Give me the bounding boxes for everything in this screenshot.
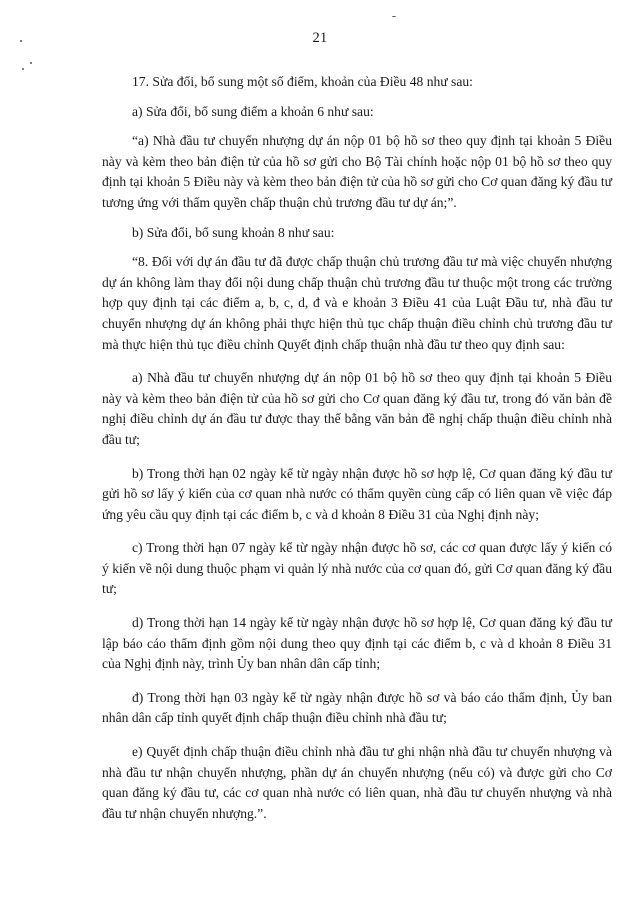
scan-speck <box>392 16 396 17</box>
page-number: 21 <box>312 30 328 46</box>
paragraph-clause-8-a: a) Nhà đầu tư chuyển nhượng dự án nộp 01 bộ hồ sơ theo quy định tại khoản 5 Điều này và kèm theo bản điện tử của hồ sơ gửi cho Cơ quan đăng ký đầu tư, trong đó văn bản đề nghị điều chỉnh dự án đầu tư được thay thế bằng văn bản đề nghị chấp thuận điều chỉnh nhà đầu tư; <box>102 370 612 447</box>
paragraph-clause-8: “8. Đối với dự án đầu tư đã được chấp thuận chủ trương đầu tư mà việc chuyển nhượng dự án không làm thay đổi nội dung chấp thuận chủ trương đầu tư thuộc một trong các trường hợp quy định tại các điểm a, b, c, d, đ và e khoản 3 Điều 41 của Luật Đầu tư, nhà đầu tư chuyển nhượng dự án không phải thực hiện thủ tục chấp thuận điều chỉnh chủ trương đầu tư mà thực hiện thủ tục điều chỉnh Quyết định chấp thuận nhà đầu tư theo quy định sau: <box>102 254 612 352</box>
paragraph-point-a: a) Sửa đổi, bổ sung điểm a khoản 6 như sau: <box>132 103 374 119</box>
paragraph-item-17: 17. Sửa đổi, bổ sung một số điểm, khoản của Điều 48 như sau: <box>132 74 473 89</box>
paragraph-clause-8-b: b) Trong thời hạn 02 ngày kể từ ngày nhận được hồ sơ hợp lệ, Cơ quan đăng ký đầu tư gửi hồ sơ lấy ý kiến của cơ quan nhà nước có thẩm quyền cùng cấp có liên quan về việc đáp ứng yêu cầu quy định tại các điểm b, c và d khoản 8 Điều 31 của Nghị định này; <box>102 465 612 522</box>
paragraph-clause-8-dd: đ) Trong thời hạn 03 ngày kể từ ngày nhận được hồ sơ và báo cáo thẩm định, Ủy ban nhân dân cấp tỉnh quyết định chấp thuận điều chỉnh nhà đầu tư; <box>102 689 612 726</box>
paragraph-clause-8-c: c) Trong thời hạn 07 ngày kể từ ngày nhận được hồ sơ, các cơ quan được lấy ý kiến có ý kiến về nội dung thuộc phạm vi quản lý nhà nước của cơ quan đó, gửi Cơ quan đăng ký đầu tư; <box>102 540 612 597</box>
paragraph-clause-8-d: d) Trong thời hạn 14 ngày kể từ ngày nhận được hồ sơ hợp lệ, Cơ quan đăng ký đầu tư lập báo cáo thẩm định gồm nội dung theo quy định tại các điểm b, c và d khoản 8 Điều 31 của Nghị định này, trình Ủy ban nhân dân cấp tỉnh; <box>102 615 612 672</box>
paragraph-point-b: b) Sửa đổi, bổ sung khoản 8 như sau: <box>132 224 335 240</box>
paragraph-quoted-point-a: “a) Nhà đầu tư chuyển nhượng dự án nộp 01 bộ hồ sơ theo quy định tại khoản 5 Điều này và kèm theo bản điện tử của hồ sơ gửi cho Bộ Tài chính hoặc nộp 01 bộ hồ sơ theo quy định tại khoản 5 Điều này và kèm theo bản điện tử của hồ sơ gửi cho Cơ quan đăng ký đầu tư tương ứng với thẩm quyền chấp thuận chủ trương đầu tư dự án;”. <box>102 133 612 210</box>
scan-speck <box>22 68 24 70</box>
document-body <box>102 72 612 824</box>
paragraph-clause-8-e: e) Quyết định chấp thuận điều chỉnh nhà đầu tư ghi nhận nhà đầu tư chuyển nhượng và nhà đầu tư nhận chuyển nhượng, phần dự án chuyển nhượng (nếu có) và được gửi cho Cơ quan đăng ký đầu tư, các cơ quan nhà nước có liên quan, nhà đầu tư chuyển nhượng và nhà đầu tư nhận chuyển nhượng.”. <box>102 744 612 821</box>
scan-speck <box>30 62 32 64</box>
